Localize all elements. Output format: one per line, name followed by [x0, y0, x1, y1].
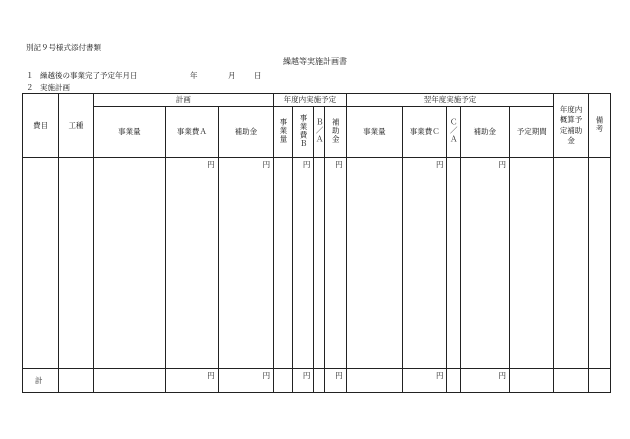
- header-current-volume: 事業量: [274, 107, 293, 158]
- header-current-cost-b: 事業費Ｂ: [293, 107, 314, 158]
- total-work-type[interactable]: [59, 369, 93, 393]
- cell-plan-cost-a[interactable]: 円: [166, 158, 218, 369]
- header-next-ratio: Ｃ／Ａ: [447, 107, 460, 158]
- header-plan-subsidy: 補助金: [218, 107, 273, 158]
- cell-next-ratio[interactable]: [447, 158, 460, 369]
- year-label: 年: [190, 71, 198, 80]
- cell-category[interactable]: [23, 158, 59, 369]
- header-next-period: 予定期間: [510, 107, 554, 158]
- header-next-cost-c: 事業費Ｃ: [403, 107, 447, 158]
- total-plan-subsidy[interactable]: 円: [218, 369, 273, 393]
- header-current-year: 年度内実施予定: [274, 94, 347, 107]
- total-current-cost-b[interactable]: 円: [293, 369, 314, 393]
- header-work-type: 工種: [59, 94, 93, 158]
- item-number: ２: [26, 83, 34, 92]
- total-row: [23, 369, 611, 393]
- cell-next-subsidy[interactable]: 円: [460, 158, 509, 369]
- cell-current-subsidy[interactable]: 円: [325, 158, 346, 369]
- completion-date-field: [190, 72, 262, 80]
- item-text: 繰越後の事業完了予定年月日: [40, 71, 138, 80]
- header-category: 費目: [23, 94, 59, 158]
- table-row: [23, 158, 611, 369]
- header-next-subsidy: 補助金: [460, 107, 509, 158]
- header-current-ratio: Ｂ／Ａ: [314, 107, 325, 158]
- item-text: 実施計画: [40, 83, 70, 92]
- item-completion-date: [26, 72, 138, 80]
- document-label: 別記９号様式添付書類: [26, 43, 101, 52]
- total-remarks[interactable]: [588, 369, 610, 393]
- cell-current-ratio[interactable]: [314, 158, 325, 369]
- cell-next-volume[interactable]: [346, 158, 402, 369]
- item-number: １: [26, 71, 34, 80]
- total-current-volume[interactable]: [274, 369, 293, 393]
- cell-current-volume[interactable]: [274, 158, 293, 369]
- total-plan-cost-a[interactable]: 円: [166, 369, 218, 393]
- cell-plan-subsidy[interactable]: 円: [218, 158, 273, 369]
- total-plan-volume[interactable]: [93, 369, 166, 393]
- cell-plan-volume[interactable]: [93, 158, 166, 369]
- item-implementation-plan: [26, 84, 70, 92]
- header-annual-estimate: 年度内概算予定補助金: [554, 94, 588, 158]
- document-title: 繰越等実施計画書: [283, 57, 347, 66]
- implementation-plan-table: [22, 93, 611, 393]
- cell-annual-estimate[interactable]: [554, 158, 588, 369]
- total-next-period[interactable]: [510, 369, 554, 393]
- header-next-volume: 事業量: [346, 107, 402, 158]
- cell-next-period[interactable]: [510, 158, 554, 369]
- cell-work-type[interactable]: [59, 158, 93, 369]
- header-next-year: 翌年度実施予定: [346, 94, 554, 107]
- total-next-volume[interactable]: [346, 369, 402, 393]
- month-label: 月: [228, 71, 236, 80]
- cell-remarks[interactable]: [588, 158, 610, 369]
- header-plan-volume: 事業量: [93, 107, 166, 158]
- total-next-subsidy[interactable]: 円: [460, 369, 509, 393]
- total-label: 計: [23, 369, 59, 393]
- total-current-subsidy[interactable]: 円: [325, 369, 346, 393]
- total-next-cost-c[interactable]: 円: [403, 369, 447, 393]
- cell-current-cost-b[interactable]: 円: [293, 158, 314, 369]
- total-next-ratio[interactable]: [447, 369, 460, 393]
- header-current-subsidy: 補助金: [325, 107, 346, 158]
- total-annual-estimate[interactable]: [554, 369, 588, 393]
- total-current-ratio[interactable]: [314, 369, 325, 393]
- header-plan-cost-a: 事業費Ａ: [166, 107, 218, 158]
- header-remarks: 備考: [588, 94, 610, 158]
- day-label: 日: [254, 71, 262, 80]
- header-plan: 計画: [93, 94, 274, 107]
- cell-next-cost-c[interactable]: 円: [403, 158, 447, 369]
